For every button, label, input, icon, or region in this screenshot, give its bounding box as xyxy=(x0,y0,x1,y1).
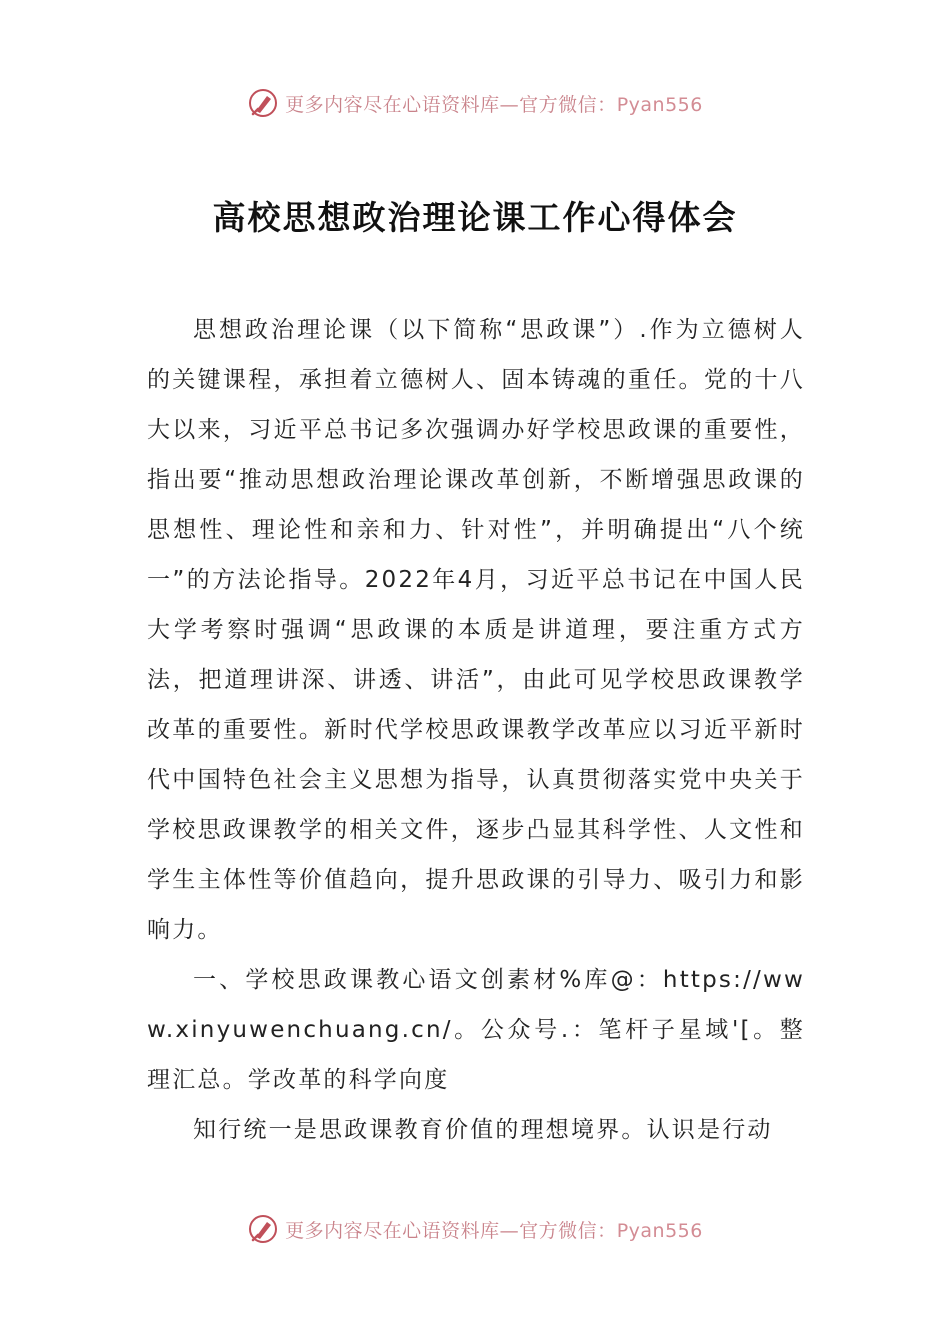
watermark-wechat-id: Pyan556 xyxy=(616,1219,703,1242)
paragraph-intro: 思想政治理论课（以下简称“思政课”）.作为立德树人的关键课程，承担着立德树人、固本铸魂的重任。党的十八大以来，习近平总书记多次强调办好学校思政课的重要性，指出要“推动思想政治理论课改革创新，不断增强思政课的思想性、理论性和亲和力、针对性”，并明确提出“八个统一”的方法论指导。2022年4月，习近平总书记在中国人民大学考察时强调“思政课的本质是讲道理，要注重方式方法，把道理讲深、讲透、讲活”，由此可见学校思政课教学改革的重要性。新时代学校思政课教学改革应以习近平新时代中国特色社会主义思想为指导，认真贯彻落实党中央关于学校思政课教学的相关文件，逐步凸显其科学性、人文性和学生主体性等价值趋向，提升思政课的引导力、吸引力和影响力。 xyxy=(147,317,805,943)
watermark-site-text: 更多内容尽在心语资料库 xyxy=(285,1219,500,1242)
paragraph-continuation: 知行统一是思政课教育价值的理想境界。认识是行动 xyxy=(193,1117,773,1143)
watermark-wechat-label: 官方微信： xyxy=(519,1219,617,1242)
watermark-wechat-label: 官方微信： xyxy=(519,93,617,116)
paragraph-section-heading: 一、学校思政课教心语文创素材%库@：https://www.xinyuwenchuang.cn/。公众号.：笔杆子星域'[。整理汇总。学改革的科学向度 xyxy=(147,967,805,1093)
watermark-text xyxy=(285,1216,703,1243)
watermark-site-text: 更多内容尽在心语资料库 xyxy=(285,93,500,116)
document-body xyxy=(147,305,805,1155)
watermark-separator: — xyxy=(499,1219,520,1242)
watermark-separator: — xyxy=(499,93,520,116)
footer-watermark xyxy=(0,1212,950,1246)
document-title: 高校思想政治理论课工作心得体会 xyxy=(212,198,738,238)
watermark-text xyxy=(285,90,703,117)
pen-nib-logo-icon xyxy=(247,87,279,119)
pen-nib-logo-icon xyxy=(247,1213,279,1245)
header-watermark xyxy=(0,86,950,120)
watermark-wechat-id: Pyan556 xyxy=(616,93,703,116)
